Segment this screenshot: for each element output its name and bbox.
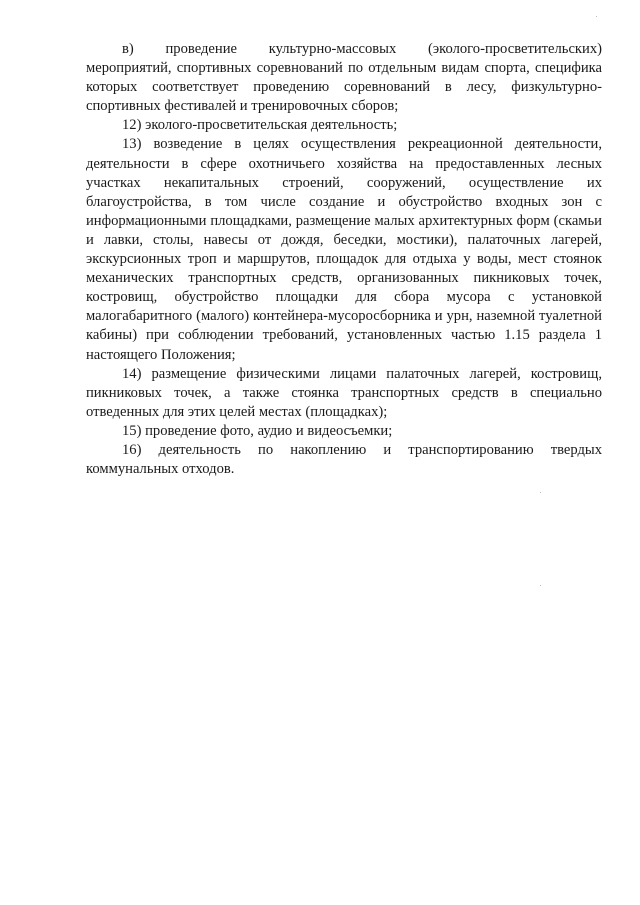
- paragraph-item-16: 16) деятельность по накоплению и транспортированию твердых коммунальных отходов.: [86, 441, 602, 478]
- scan-speck: [540, 585, 541, 586]
- paragraph-item-15: 15) проведение фото, аудио и видеосъемки;: [122, 422, 393, 439]
- paragraph-item-v: в) проведение культурно-массовых (эколого-просветительских) мероприятий, спортивных соревнований по отдельным видам спорта, специфика которых соответствует проведению соревнований в лесу, физкультурно-спортивных фестивалей и тренировочных сборов;: [86, 41, 602, 115]
- paragraph-item-12: 12) эколого-просветительская деятельность;: [122, 117, 398, 134]
- scan-speck: [596, 16, 597, 17]
- document-body: [86, 40, 602, 479]
- paragraph-item-14: 14) размещение физическими лицами палаточных лагерей, костровищ, пикниковых точек, а также стоянка транспортных средств в специально отведенных для этих целей местах (площадках);: [86, 365, 602, 420]
- paragraph-item-13: 13) возведение в целях осуществления рекреационной деятельности, деятельности в сфере охотничьего хозяйства на предоставленных лесных участках некапитальных строений, сооружений, осуществление их благоустройства, в том числе создание и обустройство входных зон с информационными площадками, размещение малых архитектурных форм (скамьи и лавки, столы, навесы от дождя, беседки, мостики), палаточных лагерей, экскурсионных троп и маршрутов, площадок для отдыха у воды, мест стоянок механических транспортных средств, организованных пикниковых точек, костровищ, обустройство площадки для сбора мусора с установкой малогабаритного (малого) контейнера-мусоросборника и урн, наземной туалетной кабины) при соблюдении требований, установленных частью 1.15 раздела 1 настоящего Положения;: [86, 136, 602, 363]
- scan-speck: [540, 492, 541, 493]
